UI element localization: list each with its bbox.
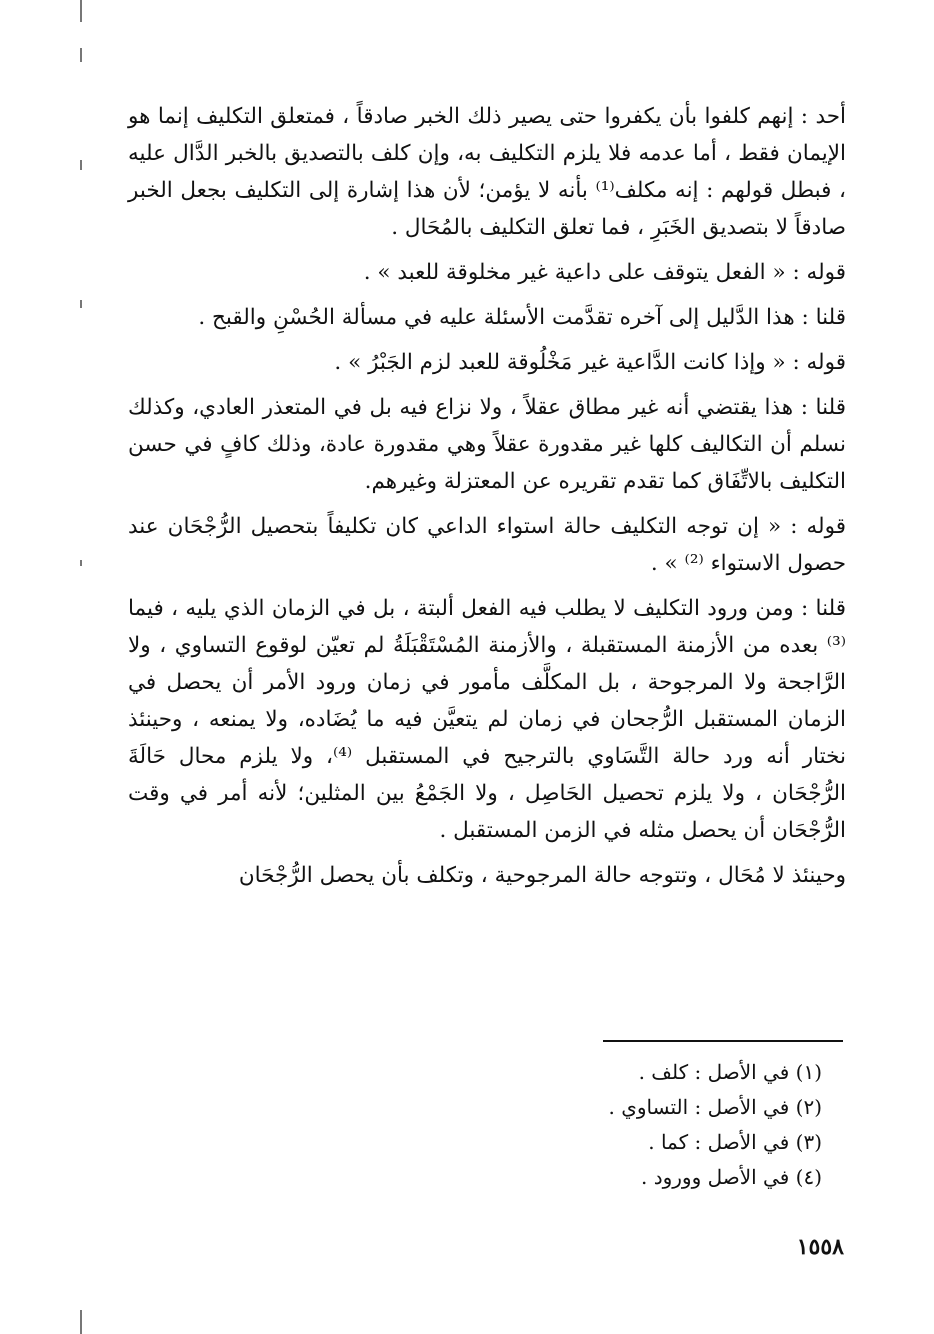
paragraph: قوله : « وإذا كانت الدَّاعية غير مَخْلُوقة للعبد لزم الجَبْرُ » . [334, 350, 846, 375]
footnotes [608, 1055, 822, 1195]
page-number: ١٥٥٨ [796, 1234, 844, 1260]
paragraph: قلنا : ومن ورود التكليف لا يطلب فيه الفعل ألبتة ، بل في الزمان الذي يليه ، فيما ⁽³⁾ بعده من الأزمنة المستقبلة ، والأزمنة المُسْتَقْبَلَةُ لم تعيّن لوقوع التساوي ، ولا الرَّاجحة ولا المرجوحة ، بل المكلَّف مأمور في زمان ورود الأمر أن يحصل في الزمان المستقبل الرُّجحان في زمان لم يتعيَّن فيه ما يُضَاده، ولا يمنعه ، وحينئذ نختار أنه ورد حالة التَّسَاوي بالترجيح في المستقبل ⁽⁴⁾، ولا يلزم محال حَالَةَ الرُّجْحَان ، ولا يلزم تحصيل الحَاصِل ، ولا الجَمْعُ بين المثلين؛ لأنه أمر في وقت الرُّجْحَان أن يحصل مثله في الزمن المستقبل . [128, 596, 846, 843]
footnote: (٣) في الأصل : كما . [648, 1130, 822, 1154]
paragraph: قوله : « إن توجه التكليف حالة استواء الداعي كان تكليفاً بتحصيل الرُّجْحَان عند حصول الاستواء ⁽²⁾ » . [128, 514, 846, 576]
paragraph: قلنا : هذا يقتضي أنه غير مطاق عقلاً ، ولا نزاع فيه بل في المتعذر العادي، وكذلك نسلم أن التكاليف كلها غير مقدورة عقلاً وهي مقدورة عادة، وذلك كافٍ في حسن التكليف بالاتِّفَاق كما تقدم تقريره عن المعتزلة وغيرهم. [128, 395, 846, 494]
footnote: (١) في الأصل : كلف . [638, 1060, 822, 1084]
footnote: (٢) في الأصل : التساوي . [608, 1095, 822, 1119]
paragraph: قوله : « الفعل يتوقف على داعية غير مخلوقة للعبد » . [363, 260, 846, 285]
page-body [128, 98, 846, 894]
scan-margin-marks [80, 0, 82, 1334]
paragraph: قلنا : هذا الدَّليل إلى آخره تقدَّمت الأسئلة عليه في مسألة الحُسْنِ والقبح . [198, 305, 846, 330]
paragraph: أحد : إنهم كلفوا بأن يكفروا حتى يصير ذلك الخبر صادقاً ، فمتعلق التكليف إنما هو الإيمان فقط ، أما عدمه فلا يلزم التكليف به، وإن كلف بالتصديق بالخبر الدَّال عليه ، فبطل قولهم : إنه مكلف⁽¹⁾ بأنه لا يؤمن؛ لأن هذا إشارة إلى التكليف بجعل الخبر صادقاً لا بتصديق الخَبَرِ ، فما تعلق التكليف بالمُحَال . [128, 104, 846, 240]
paragraph: وحينئذ لا مُحَال ، وتتوجه حالة المرجوحية ، وتكلف بأن يحصل الرُّجْحَان [238, 863, 846, 888]
footnote: (٤) في الأصل وورود . [640, 1165, 822, 1189]
footnote-separator [603, 1040, 843, 1042]
